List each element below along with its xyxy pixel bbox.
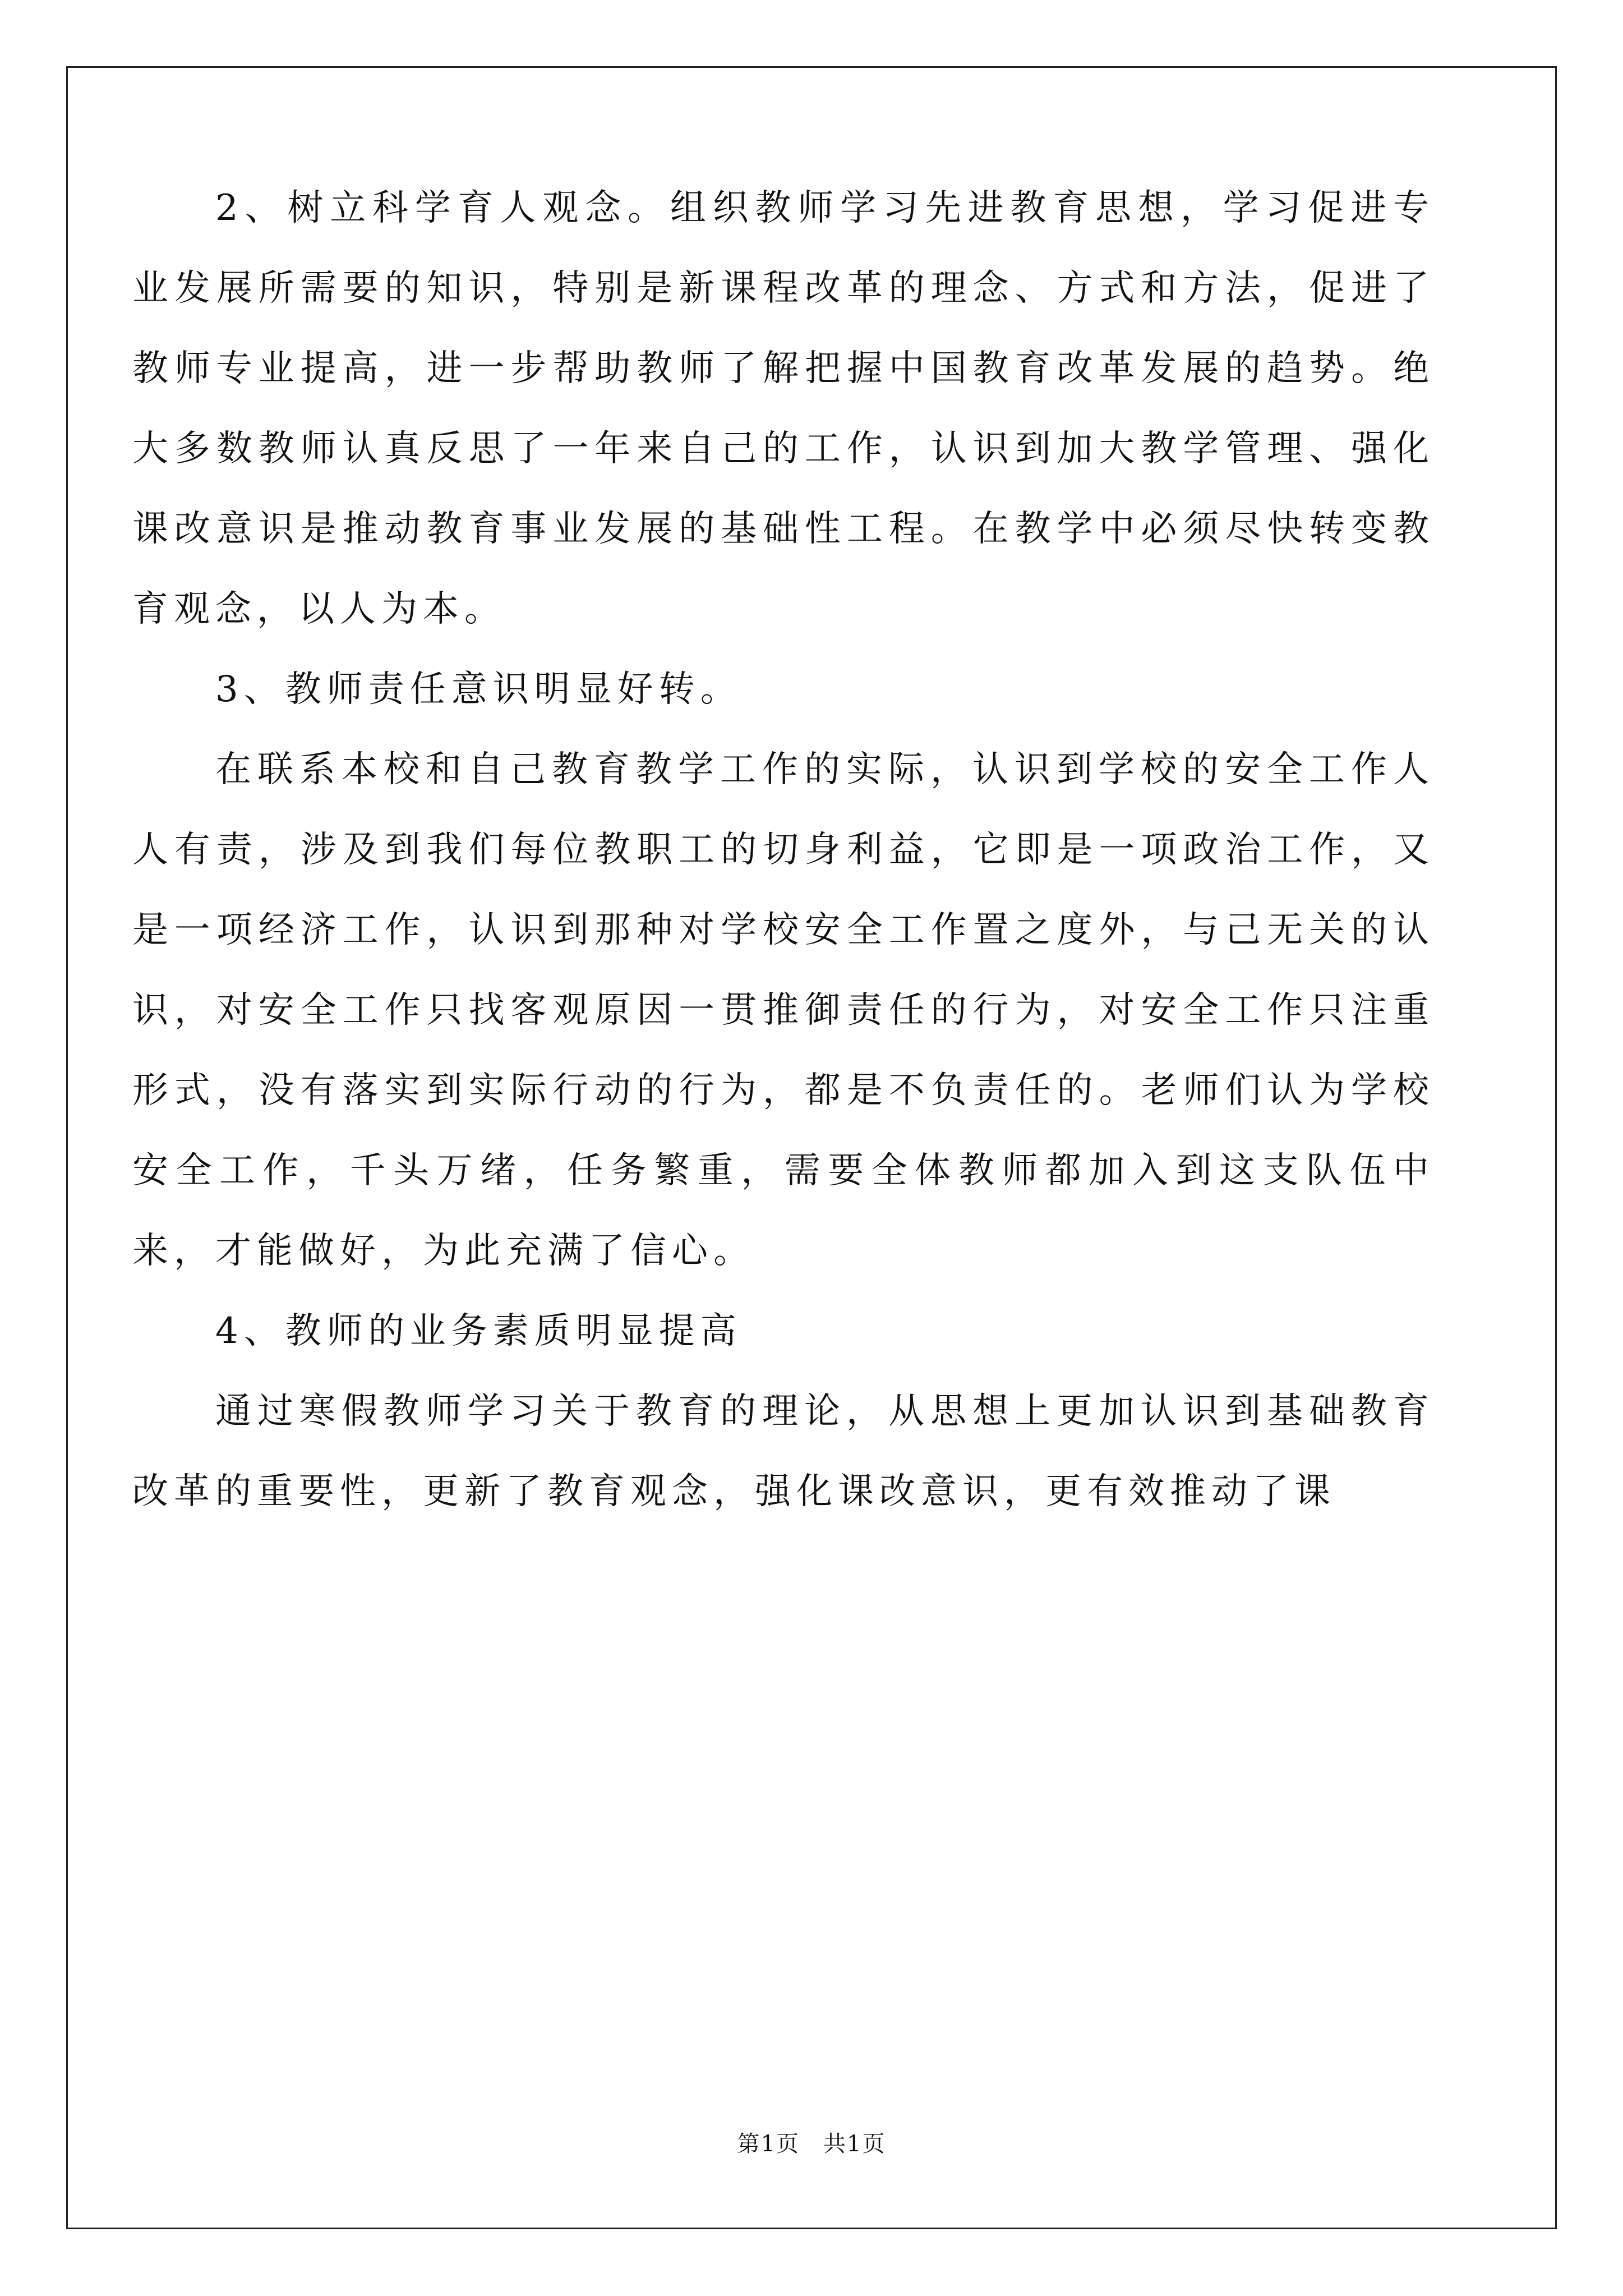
paragraph-item-4-heading: 4、教师的业务素质明显提高 bbox=[215, 1310, 742, 1352]
paragraph-safety-responsibility: 在联系本校和自己教育教学工作的实际，认识到学校的安全工作人人有责，涉及到我们每位教职工的切身利益，它即是一项政治工作，又是一项经济工作，认识到那种对学校安全工作置之度外，与己无关的认识，对安全工作只找客观原因一贯推御责任的行为，对安全工作只注重形式，没有落实到实际行动的行为，都是不负责任的。老师们认为学校安全工作，千头万绪，任务繁重，需要全体教师都加入到这支队伍中来，才能做好，为此充满了信心。 bbox=[132, 749, 1435, 1272]
paragraph-item-3-heading: 3、教师责任意识明显好转。 bbox=[215, 669, 742, 710]
paragraph-item-2: 2、树立科学育人观念。组织教师学习先进教育思想，学习促进专业发展所需要的知识，特别是新课程改革的理念、方式和方法，促进了教师专业提高，进一步帮助教师了解把握中国教育改革发展的趋势。绝大多数教师认真反思了一年来自己的工作，认识到加大教学管理、强化课改意识是推动教育事业发展的基础性工程。在教学中必须尽快转变教育观念，以人为本。 bbox=[132, 187, 1435, 630]
page-number: 第1页 共1页 bbox=[737, 2131, 886, 2157]
paragraph-teacher-study: 通过寒假教师学习关于教育的理论，从思想上更加认识到基础教育改革的重要性，更新了教育观念，强化课改意识，更有效推动了课 bbox=[132, 1391, 1435, 1512]
document-body bbox=[132, 168, 1435, 1532]
